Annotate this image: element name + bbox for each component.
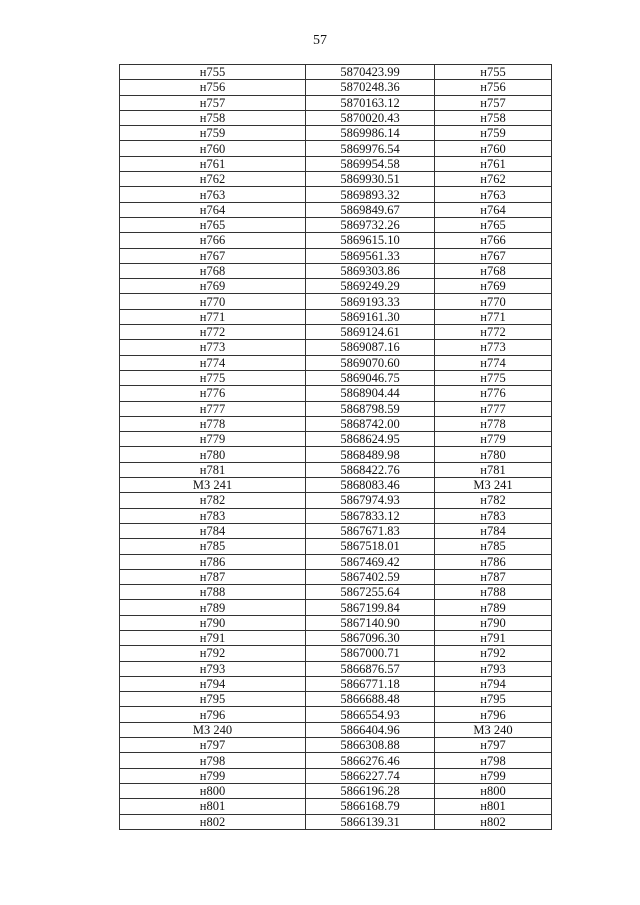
table-row [120,309,552,324]
coordinate-value-cell: 5866227.74 [306,768,435,783]
table-row [120,263,552,278]
coordinate-value-cell: 5866196.28 [306,783,435,798]
table-row [120,202,552,217]
point-id-cell: н782 [120,493,306,508]
coordinate-value-cell: 5866688.48 [306,692,435,707]
point-id-repeat-cell: н778 [435,416,552,431]
point-id-repeat-cell: н794 [435,676,552,691]
point-id-repeat-cell: н773 [435,340,552,355]
point-id-repeat-cell: н792 [435,646,552,661]
point-id-cell: н760 [120,141,306,156]
table-row [120,707,552,722]
point-id-repeat-cell: н786 [435,554,552,569]
table-row [120,508,552,523]
point-id-repeat-cell: н757 [435,95,552,110]
coordinate-value-cell: 5869561.33 [306,248,435,263]
coordinate-value-cell: 5866554.93 [306,707,435,722]
point-id-cell: н768 [120,263,306,278]
point-id-repeat-cell: н769 [435,279,552,294]
point-id-repeat-cell: н789 [435,600,552,615]
point-id-cell: н800 [120,783,306,798]
point-id-repeat-cell: н767 [435,248,552,263]
point-id-repeat-cell: н798 [435,753,552,768]
point-id-repeat-cell: н787 [435,569,552,584]
point-id-repeat-cell: н766 [435,233,552,248]
point-id-cell: н762 [120,172,306,187]
point-id-repeat-cell: н755 [435,65,552,80]
table-row [120,401,552,416]
table-row [120,233,552,248]
coordinate-value-cell: 5868624.95 [306,432,435,447]
coordinate-value-cell: 5866308.88 [306,738,435,753]
point-id-repeat-cell: МЗ 240 [435,722,552,737]
table-row [120,615,552,630]
point-id-cell: н775 [120,370,306,385]
coordinate-value-cell: 5867402.59 [306,569,435,584]
point-id-cell: н795 [120,692,306,707]
table-row [120,340,552,355]
coordinate-value-cell: 5867140.90 [306,615,435,630]
point-id-repeat-cell: н761 [435,156,552,171]
point-id-cell: н798 [120,753,306,768]
point-id-repeat-cell: н779 [435,432,552,447]
coordinate-value-cell: 5870163.12 [306,95,435,110]
table-row [120,386,552,401]
point-id-repeat-cell: н775 [435,370,552,385]
point-id-cell: н772 [120,325,306,340]
point-id-cell: н788 [120,585,306,600]
point-id-cell: н778 [120,416,306,431]
coordinate-value-cell: 5869893.32 [306,187,435,202]
point-id-cell: н785 [120,539,306,554]
coordinate-value-cell: 5870248.36 [306,80,435,95]
table-row [120,432,552,447]
point-id-cell: н773 [120,340,306,355]
point-id-repeat-cell: н788 [435,585,552,600]
coordinate-value-cell: 5867199.84 [306,600,435,615]
point-id-cell: н793 [120,661,306,676]
table-row [120,523,552,538]
point-id-repeat-cell: н797 [435,738,552,753]
coordinate-value-cell: 5866168.79 [306,799,435,814]
coordinate-value-cell: 5869046.75 [306,370,435,385]
point-id-cell: н787 [120,569,306,584]
point-id-repeat-cell: н800 [435,783,552,798]
coordinate-value-cell: 5869070.60 [306,355,435,370]
coordinate-value-cell: 5869954.58 [306,156,435,171]
coordinates-table [119,64,552,830]
table-row [120,462,552,477]
table-row [120,768,552,783]
table-row [120,95,552,110]
point-id-repeat-cell: н795 [435,692,552,707]
point-id-cell: н774 [120,355,306,370]
coordinate-value-cell: 5869986.14 [306,126,435,141]
point-id-cell: МЗ 241 [120,478,306,493]
point-id-repeat-cell: н777 [435,401,552,416]
table-row [120,156,552,171]
table-row [120,646,552,661]
point-id-cell: н791 [120,630,306,645]
point-id-repeat-cell: н799 [435,768,552,783]
coordinate-value-cell: 5866139.31 [306,814,435,829]
point-id-repeat-cell: н768 [435,263,552,278]
point-id-cell: н799 [120,768,306,783]
point-id-repeat-cell: н782 [435,493,552,508]
coordinate-value-cell: 5869732.26 [306,217,435,232]
point-id-cell: н758 [120,110,306,125]
point-id-repeat-cell: МЗ 241 [435,478,552,493]
table-row [120,554,552,569]
point-id-repeat-cell: н780 [435,447,552,462]
table-row [120,279,552,294]
point-id-cell: н802 [120,814,306,829]
table-row [120,783,552,798]
table-row [120,248,552,263]
point-id-cell: н797 [120,738,306,753]
table-row [120,600,552,615]
point-id-repeat-cell: н765 [435,217,552,232]
point-id-repeat-cell: н771 [435,309,552,324]
point-id-cell: н794 [120,676,306,691]
point-id-cell: н789 [120,600,306,615]
point-id-cell: н755 [120,65,306,80]
point-id-repeat-cell: н793 [435,661,552,676]
coordinate-value-cell: 5868904.44 [306,386,435,401]
table-row [120,126,552,141]
coordinate-value-cell: 5869615.10 [306,233,435,248]
point-id-cell: н769 [120,279,306,294]
coordinate-value-cell: 5868742.00 [306,416,435,431]
point-id-repeat-cell: н802 [435,814,552,829]
coordinate-value-cell: 5867671.83 [306,523,435,538]
point-id-repeat-cell: н772 [435,325,552,340]
table-row [120,738,552,753]
table-row [120,478,552,493]
point-id-cell: н777 [120,401,306,416]
table-row [120,722,552,737]
point-id-cell: н764 [120,202,306,217]
point-id-cell: н801 [120,799,306,814]
point-id-repeat-cell: н762 [435,172,552,187]
table-row [120,110,552,125]
coordinate-value-cell: 5867518.01 [306,539,435,554]
table-row [120,753,552,768]
point-id-cell: н786 [120,554,306,569]
coordinate-value-cell: 5868083.46 [306,478,435,493]
table-row [120,65,552,80]
coordinate-value-cell: 5870020.43 [306,110,435,125]
coordinate-value-cell: 5867469.42 [306,554,435,569]
coordinate-value-cell: 5869849.67 [306,202,435,217]
table-row [120,630,552,645]
table-row [120,217,552,232]
table-row [120,141,552,156]
coordinate-value-cell: 5869161.30 [306,309,435,324]
coordinate-value-cell: 5867974.93 [306,493,435,508]
point-id-cell: н783 [120,508,306,523]
point-id-cell: н766 [120,233,306,248]
coordinate-value-cell: 5869193.33 [306,294,435,309]
point-id-cell: н779 [120,432,306,447]
table-row [120,172,552,187]
coordinate-value-cell: 5870423.99 [306,65,435,80]
point-id-cell: н790 [120,615,306,630]
table-row [120,676,552,691]
coordinate-value-cell: 5867255.64 [306,585,435,600]
table-row [120,325,552,340]
point-id-repeat-cell: н776 [435,386,552,401]
point-id-cell: н796 [120,707,306,722]
point-id-repeat-cell: н790 [435,615,552,630]
point-id-repeat-cell: н785 [435,539,552,554]
point-id-cell: н780 [120,447,306,462]
coordinate-value-cell: 5867096.30 [306,630,435,645]
coordinate-value-cell: 5868422.76 [306,462,435,477]
point-id-repeat-cell: н764 [435,202,552,217]
coordinate-value-cell: 5869124.61 [306,325,435,340]
point-id-repeat-cell: н791 [435,630,552,645]
point-id-repeat-cell: н774 [435,355,552,370]
point-id-cell: н792 [120,646,306,661]
table-row [120,187,552,202]
point-id-repeat-cell: н781 [435,462,552,477]
point-id-cell: МЗ 240 [120,722,306,737]
table-row [120,569,552,584]
coordinate-value-cell: 5869249.29 [306,279,435,294]
table-row [120,355,552,370]
point-id-cell: н763 [120,187,306,202]
page-number: 57 [313,33,327,48]
table-row [120,416,552,431]
point-id-repeat-cell: н763 [435,187,552,202]
point-id-cell: н781 [120,462,306,477]
point-id-cell: н761 [120,156,306,171]
point-id-cell: н770 [120,294,306,309]
point-id-cell: н756 [120,80,306,95]
coordinate-value-cell: 5867000.71 [306,646,435,661]
point-id-repeat-cell: н770 [435,294,552,309]
table-row [120,799,552,814]
point-id-repeat-cell: н801 [435,799,552,814]
coordinate-value-cell: 5869976.54 [306,141,435,156]
point-id-cell: н776 [120,386,306,401]
coordinates-table-body [120,65,552,830]
table-row [120,80,552,95]
table-row [120,692,552,707]
coordinate-value-cell: 5866404.96 [306,722,435,737]
coordinate-value-cell: 5866876.57 [306,661,435,676]
point-id-repeat-cell: н760 [435,141,552,156]
coordinate-value-cell: 5869930.51 [306,172,435,187]
table-row [120,493,552,508]
point-id-repeat-cell: н783 [435,508,552,523]
point-id-cell: н784 [120,523,306,538]
coordinate-value-cell: 5868489.98 [306,447,435,462]
table-row [120,661,552,676]
coordinate-value-cell: 5868798.59 [306,401,435,416]
table-row [120,585,552,600]
table-row [120,370,552,385]
table-row [120,294,552,309]
point-id-cell: н759 [120,126,306,141]
coordinate-value-cell: 5869087.16 [306,340,435,355]
coordinate-value-cell: 5869303.86 [306,263,435,278]
point-id-repeat-cell: н758 [435,110,552,125]
table-row [120,539,552,554]
table-row [120,814,552,829]
point-id-cell: н767 [120,248,306,263]
table-row [120,447,552,462]
coordinate-value-cell: 5866276.46 [306,753,435,768]
point-id-repeat-cell: н756 [435,80,552,95]
point-id-repeat-cell: н759 [435,126,552,141]
point-id-cell: н771 [120,309,306,324]
coordinate-value-cell: 5867833.12 [306,508,435,523]
point-id-repeat-cell: н784 [435,523,552,538]
point-id-repeat-cell: н796 [435,707,552,722]
point-id-cell: н757 [120,95,306,110]
coordinate-value-cell: 5866771.18 [306,676,435,691]
point-id-cell: н765 [120,217,306,232]
